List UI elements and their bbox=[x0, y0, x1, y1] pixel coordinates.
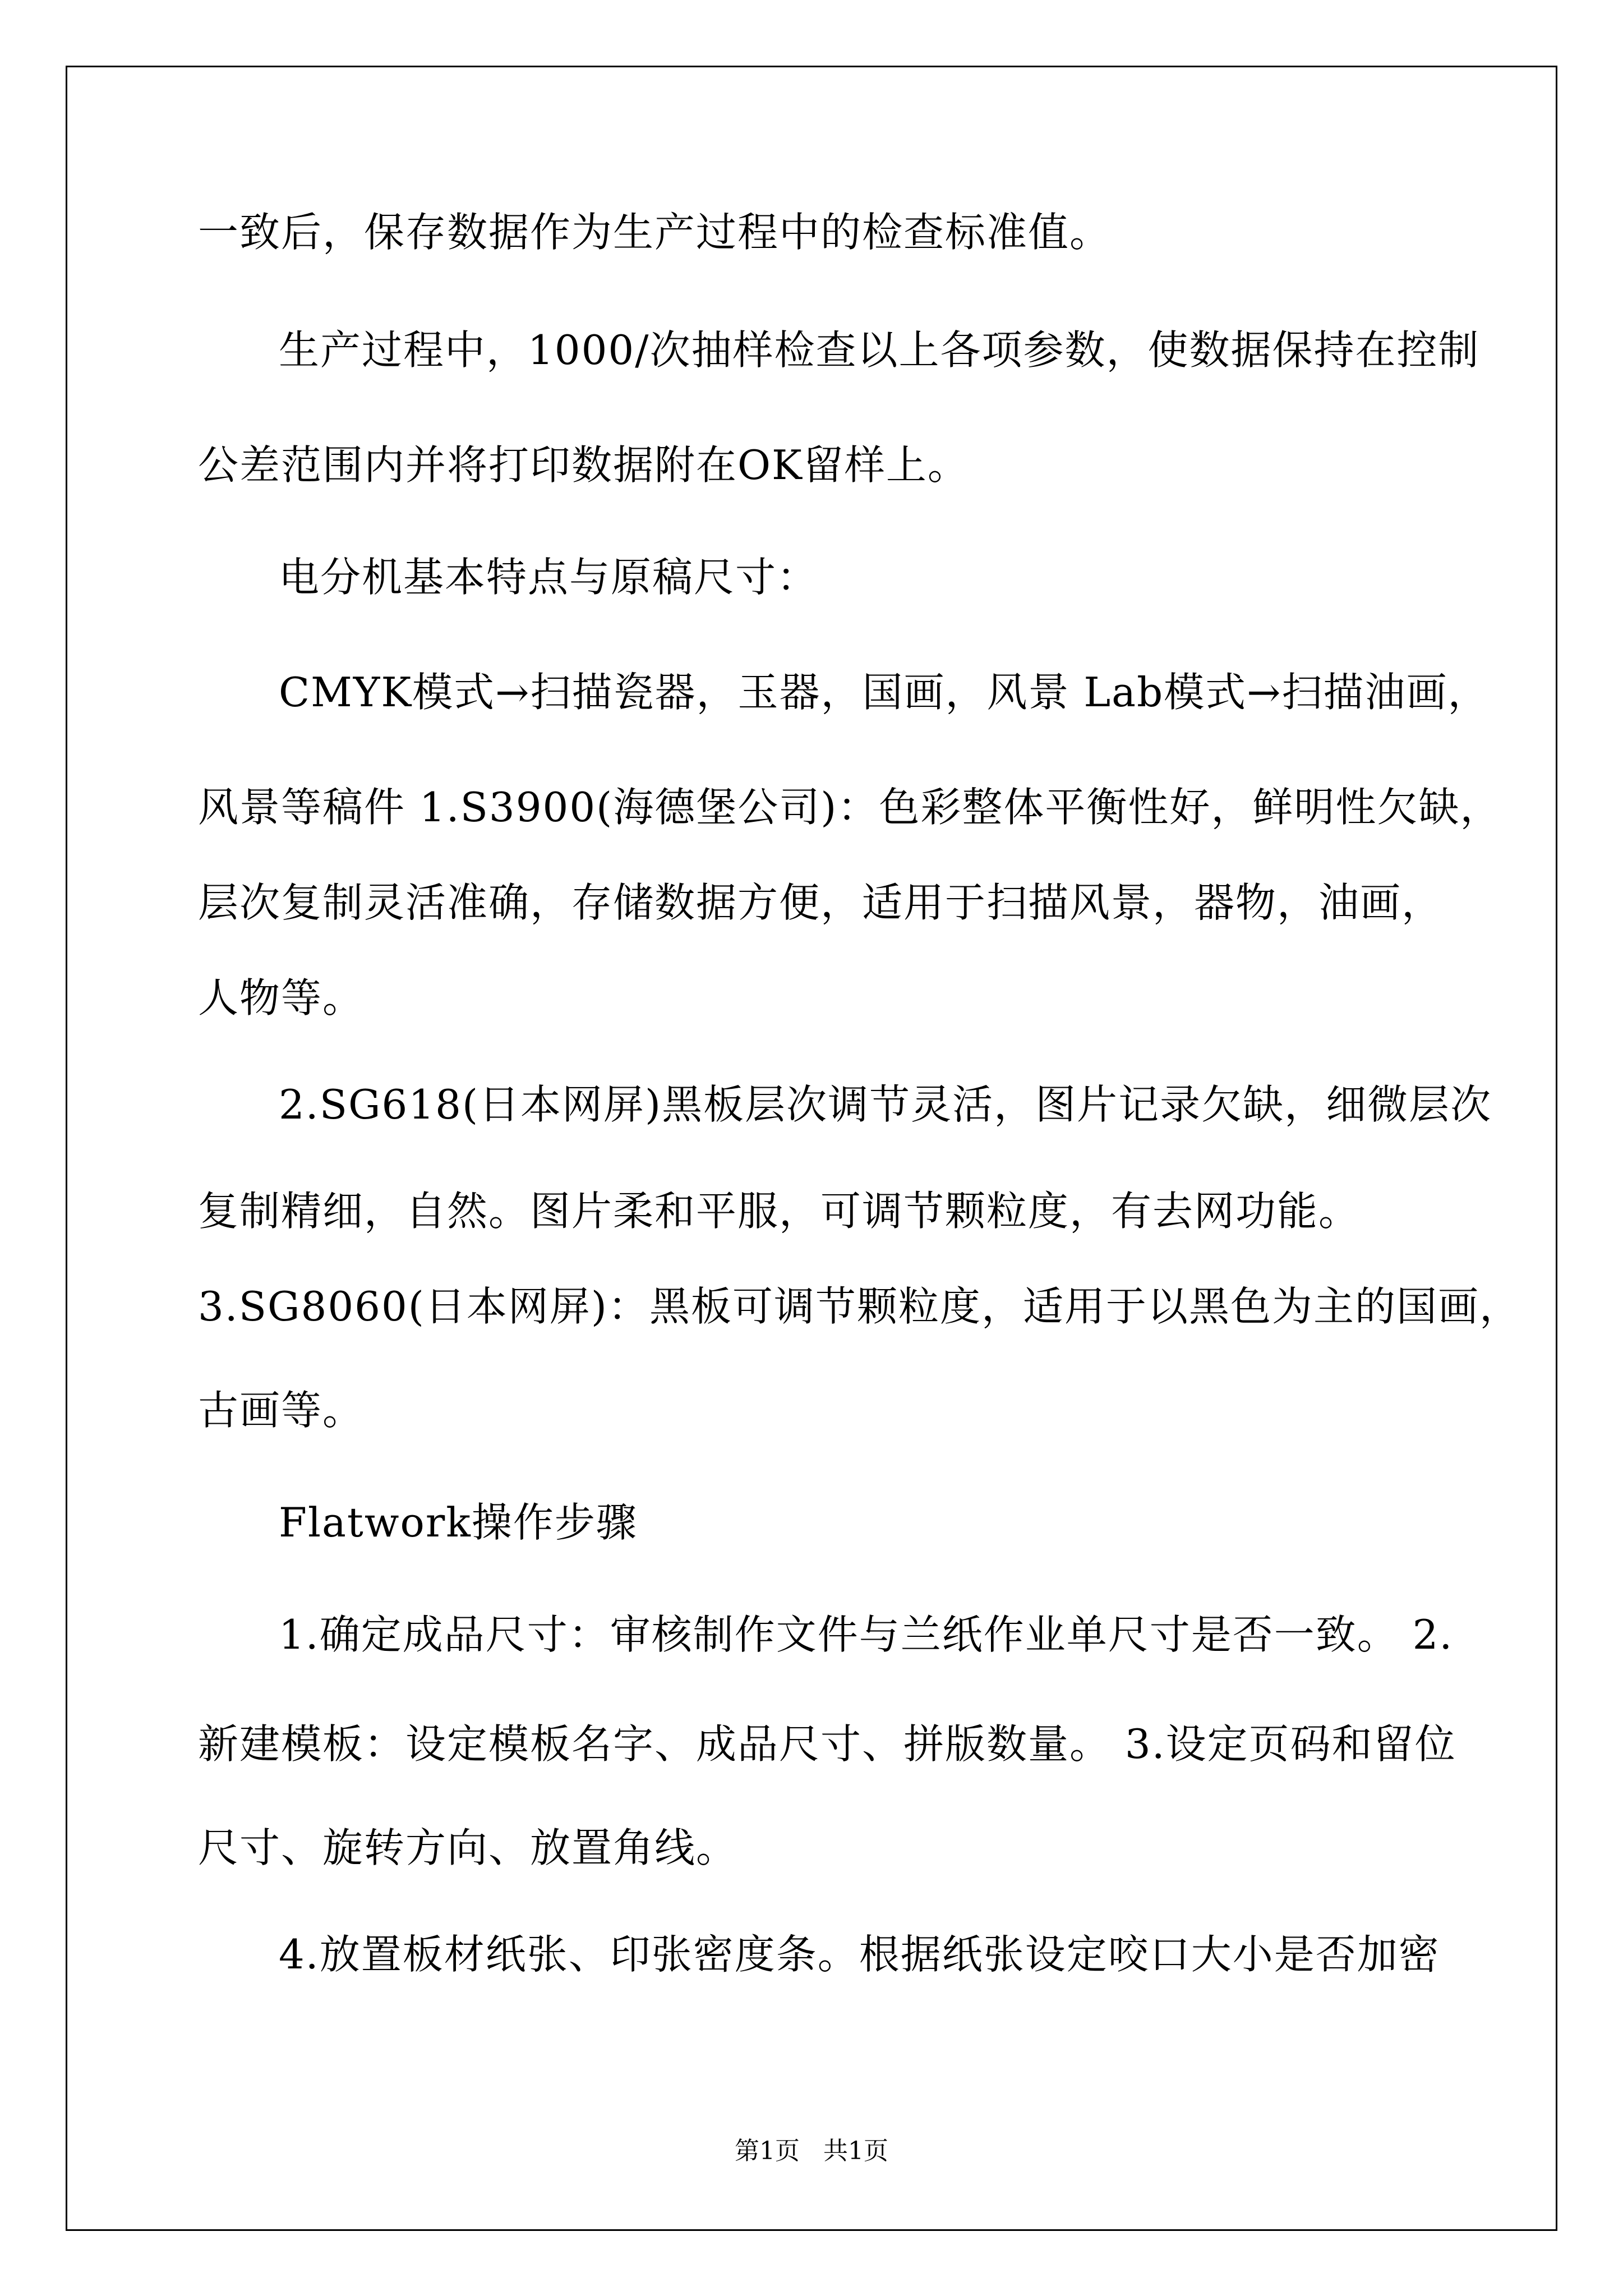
page-footer: 第1页 共1页 bbox=[735, 2137, 888, 2165]
text-line-17: 4.放置板材纸张、印张密度条。根据纸张设定咬口大小是否加密 bbox=[279, 1931, 1440, 1978]
text-line-12: 古画等。 bbox=[198, 1387, 365, 1434]
text-line-11: 3.SG8060(日本网屏)：黑板可调节颗粒度，适用于以黑色为主的国画， bbox=[198, 1283, 1521, 1330]
text-line-4: 电分机基本特点与原稿尺寸： bbox=[279, 554, 819, 601]
text-line-7: 层次复制灵活准确，存储数据方便，适用于扫描风景，器物，油画， bbox=[198, 879, 1444, 926]
text-line-15: 新建模板：设定模板名字、成品尺寸、拼版数量。 3.设定页码和留位 bbox=[198, 1720, 1456, 1768]
page-border bbox=[66, 66, 1557, 2231]
text-line-2: 生产过程中，1000/次抽样检查以上各项参数，使数据保持在控制 bbox=[279, 326, 1480, 374]
text-line-9: 2.SG618(日本网屏)黑板层次调节灵活，图片记录欠缺，细微层次 bbox=[279, 1081, 1492, 1128]
text-line-10: 复制精细，自然。图片柔和平服，可调节颗粒度，有去网功能。 bbox=[198, 1188, 1361, 1235]
text-line-5: CMYK模式→扫描瓷器，玉器，国画，风景 Lab模式→扫描油画， bbox=[279, 669, 1490, 716]
text-line-3: 公差范围内并将打印数据附在OK留样上。 bbox=[198, 441, 969, 489]
text-line-14: 1.确定成品尺寸：审核制作文件与兰纸作业单尺寸是否一致。 2. bbox=[279, 1611, 1454, 1658]
section-heading-flatwork: Flatwork操作步骤 bbox=[279, 1499, 638, 1546]
text-line-16: 尺寸、旋转方向、放置角线。 bbox=[198, 1824, 738, 1871]
text-line-1: 一致后，保存数据作为生产过程中的检查标准值。 bbox=[198, 209, 1112, 256]
text-line-6: 风景等稿件 1.S3900(海德堡公司)：色彩整体平衡性好，鲜明性欠缺， bbox=[198, 784, 1502, 831]
text-line-8: 人物等。 bbox=[198, 974, 365, 1022]
